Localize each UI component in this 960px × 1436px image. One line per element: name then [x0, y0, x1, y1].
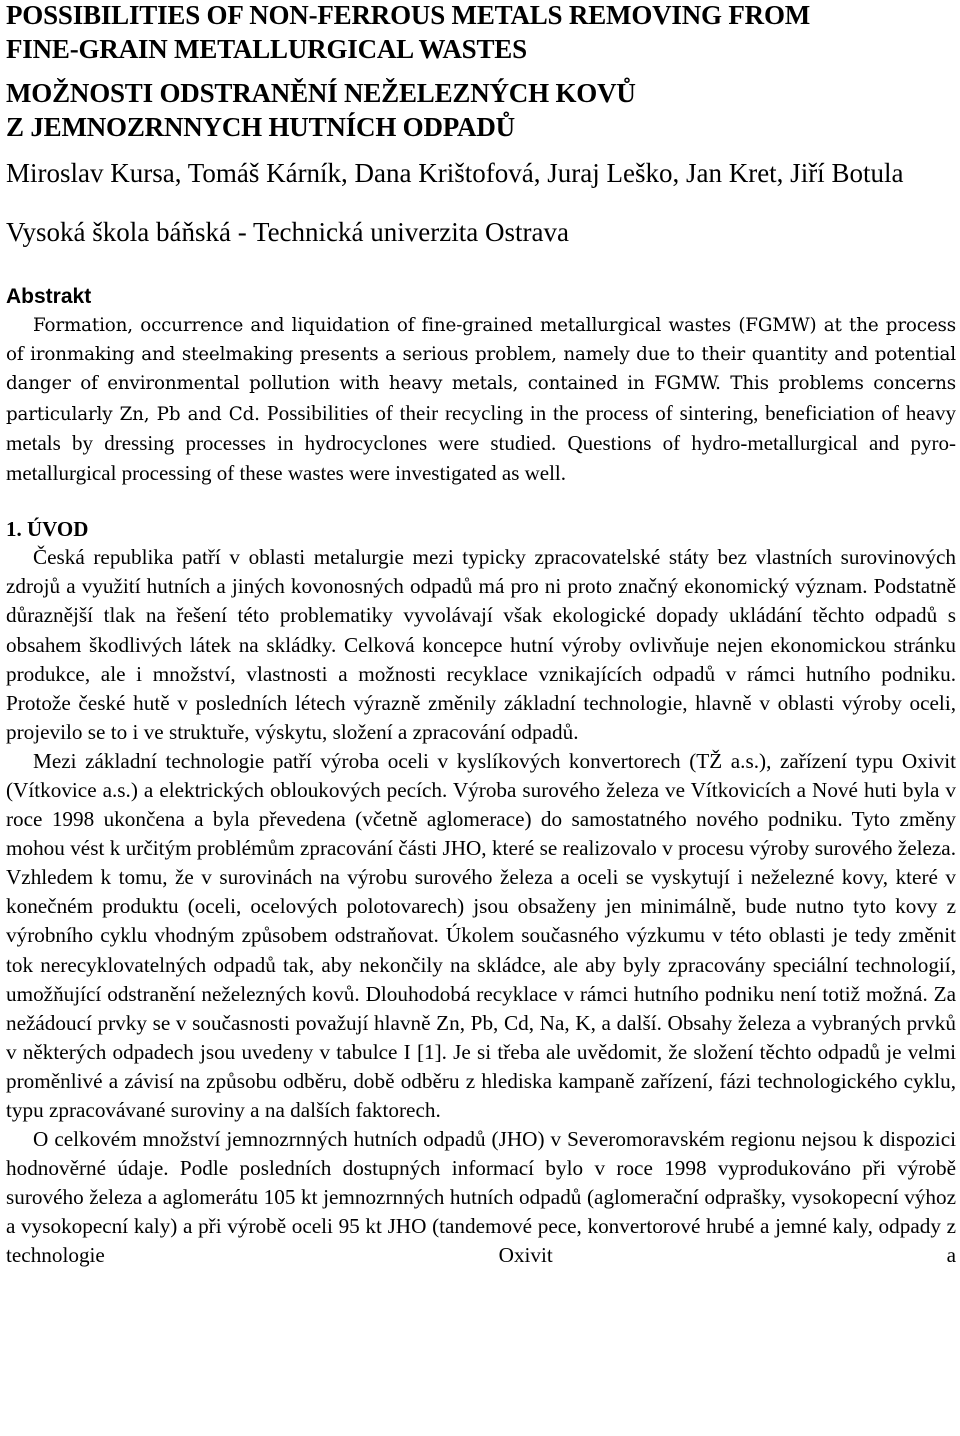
- title-czech: [6, 76, 956, 144]
- abstract-text: [6, 311, 956, 489]
- intro-paragraph-3: O celkovém množství jemnozrnných hutních odpadů (JHO) v Severomoravském regionu nejsou k dispozici hodnověrné údaje. Podle posledních dostupných informací bylo v roce 1998 vyprodukováno při výrobě surového železa a aglomerátu 105 kt jemnozrnných hutních odpadů (aglomerační odprašky, vysokopecní výhoz a vysokopecní kaly) a při výrobě oceli 95 kt JHO (tandemové pece, konvertorové hrubé a jemné kaly, odpady z technologie Oxivit a: [6, 1127, 956, 1268]
- intro-paragraph-2: Mezi základní technologie patří výroba oceli v kyslíkových konvertorech (TŽ a.s.), zařízení typu Oxivit (Vítkovice a.s.) a elektrických obloukových pecích. Výroba surového železa ve Vítkovicích a Nové huti byla v roce 1998 ukončena a byla převedena (včetně aglomerace) do samostatného nového podniku. Tyto změny mohou vést k určitým problémům zpracování části JHO, které se realizovalo v procesu výroby surového železa. Vzhledem k tomu, že v surovinách na výrobu surového železa a oceli se vyskytují i neželezné kovy, které v konečném produktu (oceli, ocelových polotovarech) jsou obsaženy jen minimálně, bude nutno tyto kovy z výrobního cyklu vhodným způsobem odstraňovat. Úkolem současného výzkumu v této oblasti je tedy změnit tok nerecyklovatelných odpadů tak, aby nekončily na skládce, ale aby byly zpracovány speciální technologií, umožňující odstranění neželezných kovů. Dlouhodobá recyklace v rámci hutního podniku není totiž možná. Za nežádoucí prvky se v současnosti považují hlavně Zn, Pb, Cd, Na, K, a další. Obsahy železa a vybraných prvků v některých odpadech jsou uvedeny v tabulce I [1]. Je si třeba ale uvědomit, že složení těchto odpadů je velmi proměnlivé a závisí na způsobu odběru, době odběru z hlediska kampaně zařízení, fázi technologického cyklu, typu zpracovávané suroviny a na dalších faktorech.: [6, 748, 956, 1122]
- section-heading-intro: 1. ÚVOD: [6, 517, 89, 542]
- title-english-line-1: POSSIBILITIES OF NON-FERROUS METALS REMOVING FROM: [6, 0, 811, 30]
- title-english: [6, 0, 956, 66]
- abstract-text-part-a: Formation, occurrence and liquidation of fine-grained metallurgical wastes (FGMW) at the process of ironmaking and steelmaking presents a serious problem, namely due to their quantity and potential danger of environmental pollution with heavy metals, contained in FGMW. This problems concerns particularly Zn, Pb and Cd.: [6, 315, 956, 425]
- abstract-text-part-b: Possibilities of their recycling in the process of sintering, beneficiation of heavy metals by dressing processes in hydrocyclones were studied. Questions of hydro-metallurgical and pyro-metallurgical processing of these wastes were investigated as well.: [6, 400, 956, 486]
- affiliation: Vysoká škola báňská - Technická univerzita Ostrava: [6, 217, 569, 247]
- authors: Miroslav Kursa, Tomáš Kárník, Dana Krištofová, Juraj Leško, Jan Kret, Jiří Botula: [6, 158, 904, 188]
- title-english-line-2: FINE-GRAIN METALLURGICAL WASTES: [6, 34, 527, 64]
- intro-paragraph-1: Česká republika patří v oblasti metalurgie mezi typicky zpracovatelské státy bez vlastních surovinových zdrojů a využití hutních a jiných kovonosných odpadů má pro ni proto značný ekonomický význam. Podstatně důraznější tlak na řešení této problematiky vyvolávají však ekologické dopady ukládání těchto odpadů s obsahem škodlivých látek na skládky. Celková koncepce hutní výroby ovlivňuje nejen ekonomickou stránku produkce, ale i množství, vlastnosti a možnosti recyklace vznikajících odpadů v rámci hutního podniku. Protože české hutě v posledních létech výrazně změnily základní technologie, hlavně v oblasti výroby oceli, projevilo se to i ve struktuře, výskytu, složení a zpracování odpadů.: [6, 545, 956, 744]
- document-page: [6, 0, 956, 1271]
- abstract-heading: Abstrakt: [6, 285, 92, 308]
- title-czech-line-2: Z JEMNOZRNNYCH HUTNÍCH ODPADŮ: [6, 112, 515, 142]
- title-czech-line-1: MOŽNOSTI ODSTRANĚNÍ NEŽELEZNÝCH KOVŮ: [6, 78, 636, 108]
